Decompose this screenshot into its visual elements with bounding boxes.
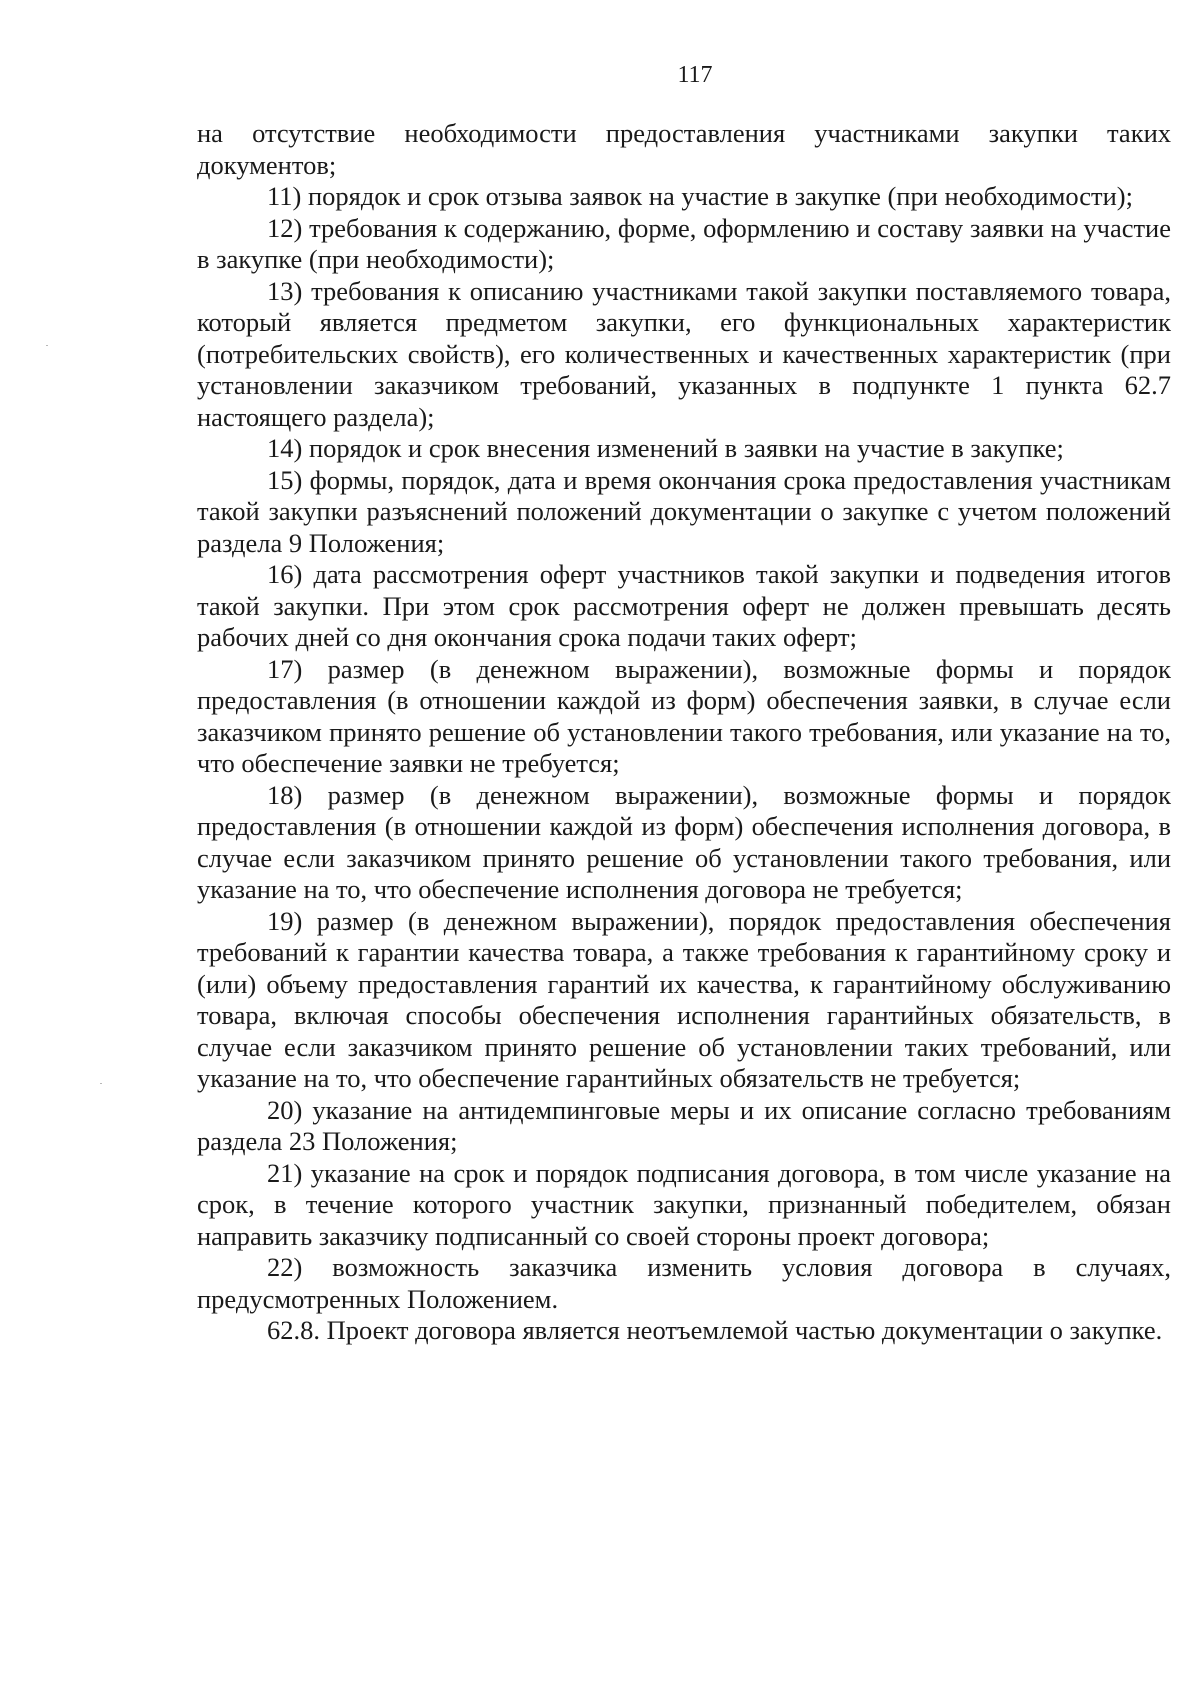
list-item-12: 12) требования к содержанию, форме, оформлению и составу заявки на участие в закупке (при необходимости); bbox=[197, 212, 1171, 274]
clause-62-8: 62.8. Проект договора является неотъемлемой частью документации о закупке. bbox=[267, 1315, 1163, 1345]
list-item-16: 16) дата рассмотрения оферт участников такой закупки и подведения итогов такой закупки. При этом срок рассмотрения оферт не должен превышать десять рабочих дней со дня окончания срока подачи таких оферт; bbox=[197, 559, 1171, 652]
scan-speck bbox=[46, 345, 48, 346]
document-body bbox=[197, 118, 1171, 1347]
list-item-19: 19) размер (в денежном выражении), порядок предоставления обеспечения требований к гарантии качества товара, а также требования к гарантийному сроку и (или) объему предоставления гарантий их качества, к гарантийному обслуживанию товара, включая способы обеспечения исполнения гарантийных обязательств, в случае если заказчиком принято решение об установлении таких требований, или указание на то, что обеспечение гарантийных обязательств не требуется; bbox=[197, 905, 1171, 1093]
list-item-14: 14) порядок и срок внесения изменений в заявки на участие в закупке; bbox=[267, 433, 1064, 463]
scan-speck bbox=[100, 1083, 102, 1084]
list-item-20: 20) указание на антидемпинговые меры и их описание согласно требованиям раздела 23 Положения; bbox=[197, 1094, 1171, 1156]
list-item-21: 21) указание на срок и порядок подписания договора, в том числе указание на срок, в течение которого участник закупки, признанный победителем, обязан направить заказчику подписанный со своей стороны проект договора; bbox=[197, 1157, 1171, 1251]
paragraph-continuation: на отсутствие необходимости предоставления участниками закупки таких документов; bbox=[197, 118, 1171, 180]
page-number: 117 bbox=[677, 62, 713, 88]
list-item-11: 11) порядок и срок отзыва заявок на участие в закупке (при необходимости); bbox=[267, 181, 1133, 211]
list-item-18: 18) размер (в денежном выражении), возможные формы и порядок предоставления (в отношении каждой из форм) обеспечения исполнения договора, в случае если заказчиком принято решение об установлении такого требования, или указание на то, что обеспечение исполнения договора не требуется; bbox=[197, 779, 1171, 904]
list-item-17: 17) размер (в денежном выражении), возможные формы и порядок предоставления (в отношении каждой из форм) обеспечения заявки, в случае если заказчиком принято решение об установлении такого требования, или указание на то, что обеспечение заявки не требуется; bbox=[197, 653, 1171, 778]
list-item-22: 22) возможность заказчика изменить условия договора в случаях, предусмотренных Положением. bbox=[197, 1252, 1171, 1314]
list-item-15: 15) формы, порядок, дата и время окончания срока предоставления участникам такой закупки разъяснений положений документации о закупке с учетом положений раздела 9 Положения; bbox=[197, 464, 1171, 558]
list-item-13: 13) требования к описанию участниками такой закупки поставляемого товара, который является предметом закупки, его функциональных характеристик (потребительских свойств), его количественных и качественных характеристик (при установлении заказчиком требований, указанных в подпункте 1 пункта 62.7 настоящего раздела); bbox=[197, 275, 1171, 432]
